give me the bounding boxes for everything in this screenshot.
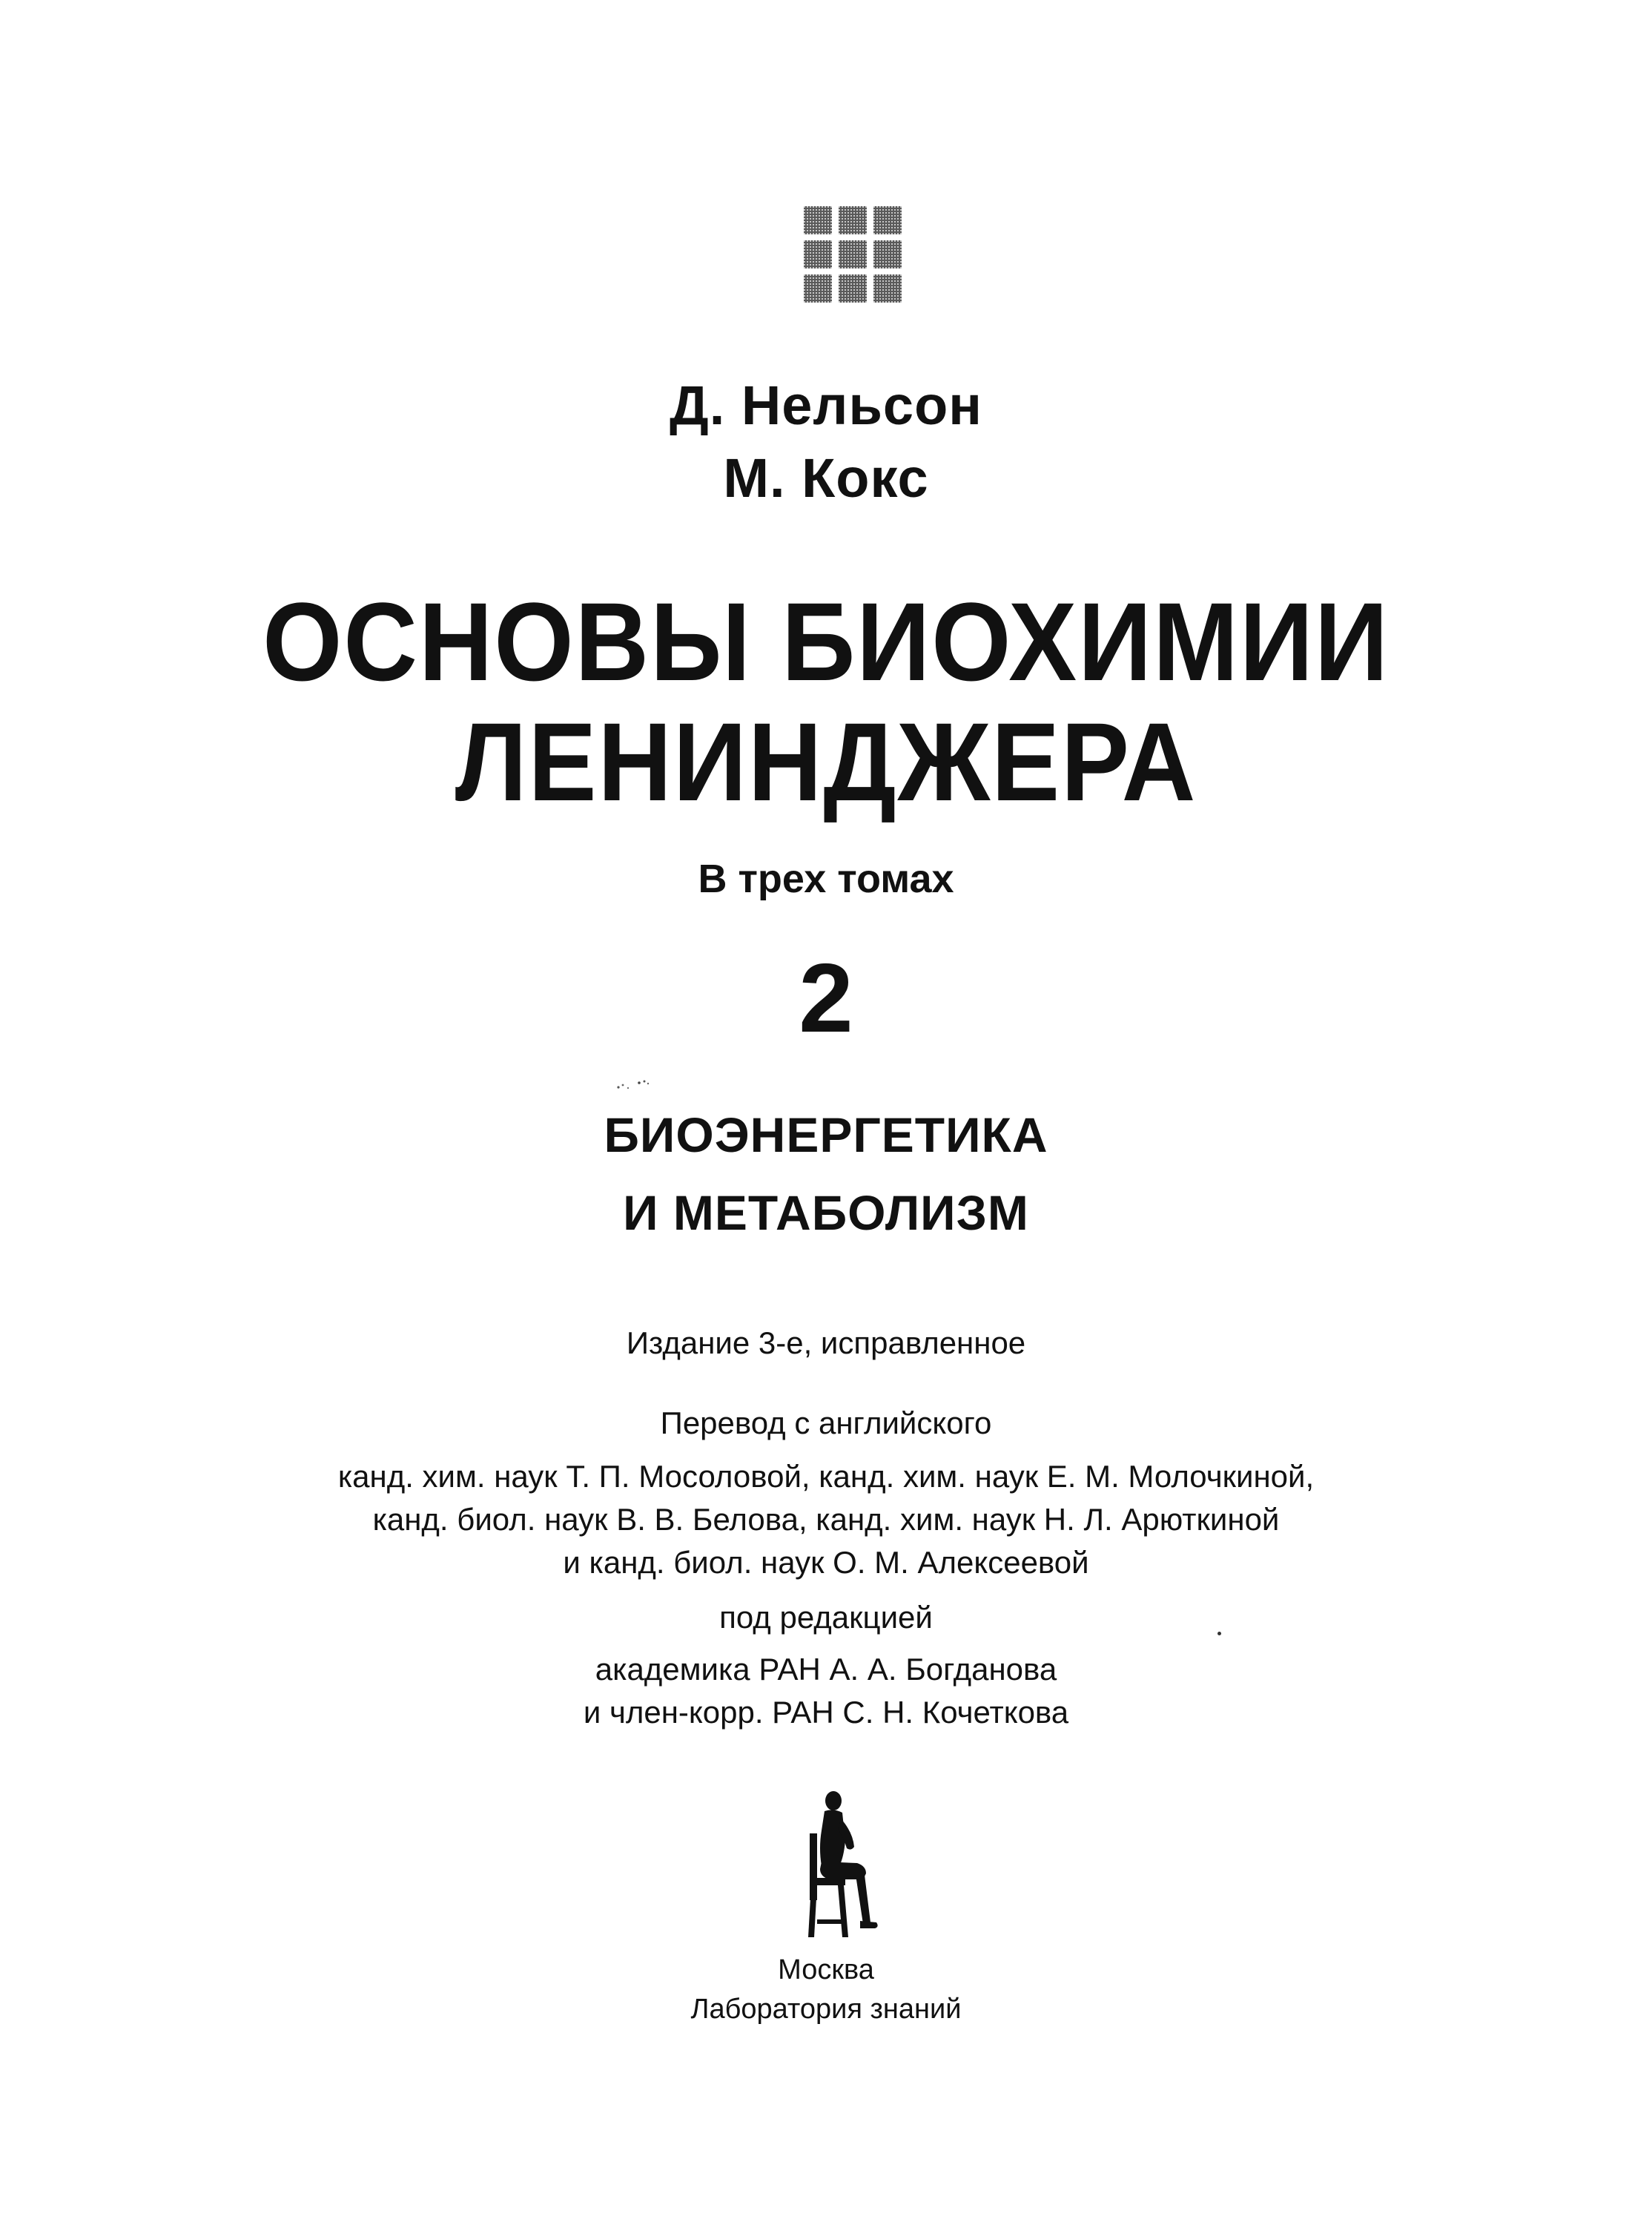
book-title-line-1: ОСНОВЫ БИОХИМИИ	[262, 579, 1390, 704]
volume-subtitle-line-2: И МЕТАБОЛИЗМ	[623, 1185, 1029, 1240]
scan-specks	[614, 1077, 658, 1093]
grid-square	[839, 240, 867, 268]
grid-square	[839, 274, 867, 303]
grid-square	[873, 274, 902, 303]
translators-line-3: и канд. биол. наук О. М. Алексеевой	[563, 1545, 1089, 1580]
volumes-note: В трех томах	[698, 857, 954, 901]
editing-heading: под редакцией	[719, 1600, 933, 1635]
volume-number: 2	[799, 943, 853, 1052]
grid-square	[804, 240, 832, 268]
seated-figure-icon	[799, 1789, 881, 1945]
edition-note: Издание 3-е, исправленное	[626, 1325, 1026, 1360]
imprint-publisher: Лаборатория знаний	[690, 1994, 962, 2025]
author-2: М. Кокс	[723, 447, 929, 509]
translators-line-1: канд. хим. наук Т. П. Мосоловой, канд. хим. наук Е. М. Молочкиной,	[337, 1459, 1315, 1494]
grid-square	[873, 240, 902, 268]
grid-squares-icon	[804, 206, 902, 303]
book-title-line-2: ЛЕНИНДЖЕРА	[455, 699, 1197, 824]
translators-line-2: канд. биол. наук В. В. Белова, канд. хим. наук Н. Л. Арюткиной	[372, 1502, 1280, 1537]
grid-square	[873, 206, 902, 234]
grid-square	[804, 206, 832, 234]
grid-square	[839, 206, 867, 234]
scan-dot	[1217, 1632, 1221, 1635]
translation-heading: Перевод с английского	[660, 1405, 992, 1440]
editors-line-1: академика РАН А. А. Богданова	[595, 1652, 1057, 1687]
imprint-city: Москва	[778, 1954, 874, 1985]
editors-line-2: и член-корр. РАН С. Н. Кочеткова	[583, 1695, 1069, 1730]
author-1: Д. Нельсон	[670, 375, 982, 436]
grid-square	[804, 274, 832, 303]
volume-subtitle-line-1: БИОЭНЕРГЕТИКА	[604, 1107, 1048, 1162]
